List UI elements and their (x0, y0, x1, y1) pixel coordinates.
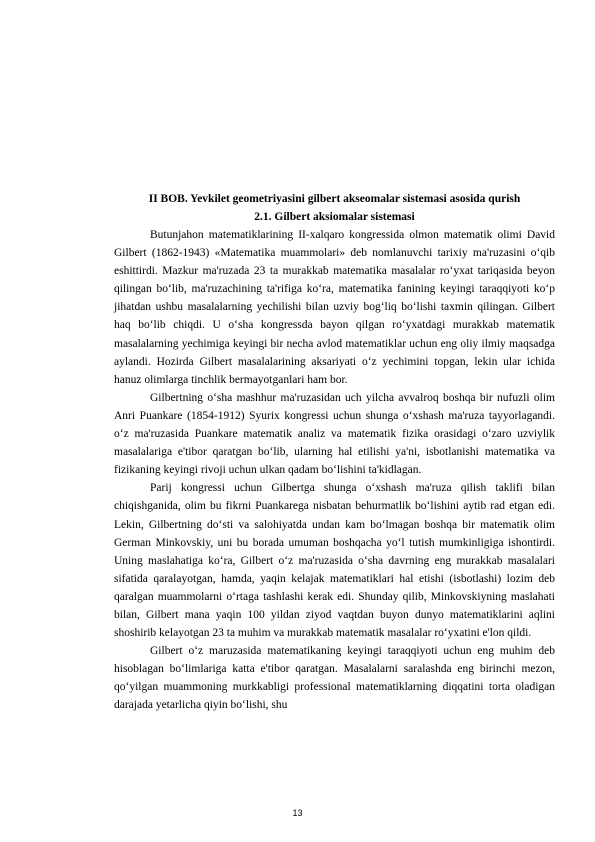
chapter-title: II BOB. Yevkilet geometriyasini gilbert akseomalar sistemasi asosida qurish (148, 193, 521, 205)
page-content (114, 190, 555, 715)
body-paragraph: Butunjahon matematiklarining II-xalqaro kongressida olmon matematik olimi David Gilbert (1862-1943) «Matematika muammolari» deb nomlanuvchi tarixiy ma'ruzasini o‘qib eshittirdi. Mazkur ma'ruzada 23 ta murakkab matematika masalalar ro‘yxat tariqasida beyon qilingan bo‘lib, ma'ruzachining ta'rifiga ko‘ra, matematika fanining keyingi taraqqiyoti ko‘p jihatdan ushbu masalalarning yechilishi bilan uzviy bog‘liq bo‘lishi taxmin qilingan. Gilbert haq bo‘lib chiqdi. U o‘sha kongressda bayon qilgan ro‘yxatdagi murakkab matematik masalalarning yechimiga keyingi bir necha avlod matematiklar uchun eng oliy ilmiy maqsadga aylandi. Hozirda Gilbert masalalarining aksariyati o‘z yechimini topgan, lekin ular ichida hanuz olimlarga tinchlik bermayotganlari ham bor. (114, 229, 555, 386)
section-title: 2.1. Gilbert aksiomalar sistemasi (254, 211, 415, 223)
page-number: 13 (292, 808, 303, 818)
body-paragraph: Gilbert o‘z maruzasida matematikaning keyingi taraqqiyoti uchun eng muhim deb hisoblagan bo‘limlariga katta e'tibor qaratgan. Masalalarni saralashda eng birinchi mezon, qo‘yilgan muammoning murkkabligi professional matematiklarning diqqatini torta oladigan darajada yetarlicha qiyin bo‘lishi, shu (114, 645, 555, 712)
body-paragraph: Parij kongressi uchun Gilbertga shunga o‘xshash ma'ruza qilish taklifi bilan chiqishganida, olim bu fikrni Puankarega nisbatan behurmatlik bo‘lishini aytib rad etgan edi. Lekin, Gilbertning do‘sti va salohiyatda undan kam bo‘lmagan boshqa bir matematik olim German Minkovskiy, uni bu borada umuman boshqacha yo‘l tutish mumkinligiga ishontirdi. Uning maslahatiga ko‘ra, Gilbert o‘z ma'ruzasida o‘sha davrning eng murakkab masalalari sifatida qaralayotgan, hamda, yaqin kelajak matematiklari hal etishi (isbotlashi) lozim deb qaralgan muammolarni o‘rtaga tashlashi kerak edi. Shunday qilib, Minkovskiyning maslahati bilan, Gilbert mana yaqin 100 yildan ziyod vaqtdan buyon dunyo matematiklarini aqlini shoshirib kelayotgan 23 ta muhim va murakkab matematik masalalar ro‘yxatini e'lon qildi. (114, 482, 555, 640)
body-paragraph: Gilbertning o‘sha mashhur ma'ruzasidan uch yilcha avvalroq boshqa bir nufuzli olim Anri Puankare (1854-1912) Syurix kongressi uchun shunga o‘xshash ma'ruza tayyorlagandi. o‘z ma'ruzasida Puankare matematik analiz va matematik fizika orasidagi o‘zaro uzviylik masalalariga e'tibor qaratgan bo‘lib, ularning hal etilishi ya'ni, isbotlanishi matematika va fizikaning keyingi rivoji uchun ulkan qadam bo‘lishini ta'kidlagan. (114, 391, 555, 477)
